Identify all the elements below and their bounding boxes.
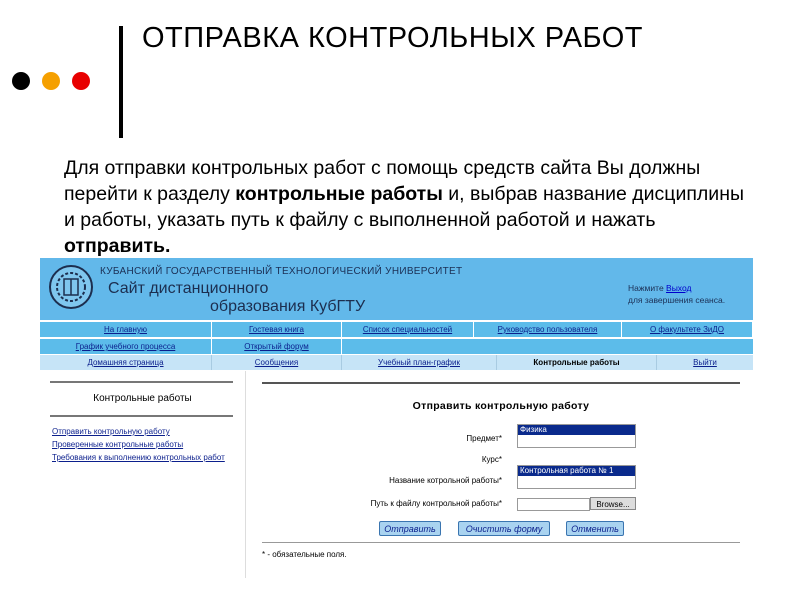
subject-select[interactable] [517,424,636,448]
site-name-line2: образования КубГТУ [210,298,366,315]
nav-faculty[interactable]: О факультете ЗиДО [622,322,753,337]
sidebar-link-checked[interactable]: Проверенные контрольные работы [52,440,184,449]
dot-red [72,72,90,90]
body-bold-2: отправить. [64,235,171,257]
bullet-dots [12,72,90,90]
nav-spacer [342,339,753,354]
main-nav [40,322,753,337]
body-text-1: Для отправки контрольных работ с помощь средств сайта Вы должны перейти к разделу [64,157,701,205]
nav-specialties[interactable]: Список специальностей [342,322,474,337]
subject-selected-option[interactable]: Физика [518,425,635,435]
sidebar-link-requirements[interactable]: Требования к выполнению контрольных работ [52,453,225,462]
site-banner [40,258,753,320]
nav-forum[interactable]: Открытый форум [212,339,342,354]
subject-label: Предмет* [466,434,502,443]
browse-button[interactable]: Browse... [590,497,636,510]
logout-link[interactable]: Выход [666,283,692,293]
sidebar-link-send[interactable]: Отправить контрольную работу [52,427,170,436]
secondary-nav [40,339,753,354]
nav-guestbook[interactable]: Гостевая книга [212,322,342,337]
sidebar [40,371,246,578]
file-label: Путь к файлу контрольной работы* [370,499,502,508]
nav-exit[interactable]: Выйти [693,358,717,367]
title-divider [119,26,123,138]
form-bottom-divider [262,542,740,543]
nav-user-guide[interactable]: Руководство пользователя [474,322,622,337]
form-title: Отправить контрольную работу [412,400,590,412]
website-screenshot [40,258,753,578]
work-selected-option[interactable]: Контрольная работа № 1 [518,466,635,476]
nav-homepage[interactable]: Домашняя страница [40,355,212,370]
university-name: КУБАНСКИЙ ГОСУДАРСТВЕННЫЙ ТЕХНОЛОГИЧЕСКИЙ УНИВЕРСИТЕТ [100,266,463,277]
dot-black [12,72,30,90]
nav-tests-active[interactable]: Контрольные работы [497,355,657,370]
body-text-2: и, выбрав название дисциплины и работы, указать путь к файлу с выполненной работой и нажать [64,183,744,231]
site-name-line1: Сайт дистанционного [108,280,269,297]
sidebar-divider [50,415,233,417]
required-fields-note: * - обязательные поля. [262,550,347,559]
dot-orange [42,72,60,90]
logout-hint: Нажмите Выход для завершения сеанса. [628,283,726,305]
sidebar-title: Контрольные работы [93,393,192,404]
slide-body [64,155,754,259]
university-logo-icon [48,264,94,310]
cancel-button[interactable]: Отменить [566,521,624,536]
body-bold-1: контрольные работы [235,183,443,205]
clear-button[interactable]: Очистить форму [458,521,550,536]
sidebar-divider [50,381,233,383]
user-nav [40,355,753,370]
work-select[interactable] [517,465,636,489]
work-label: Название котрольной работы* [389,476,502,485]
nav-study-plan[interactable]: Учебный план-график [342,355,497,370]
content-divider [262,382,740,384]
nav-home[interactable]: На главную [40,322,212,337]
course-label: Курс* [481,455,502,464]
slide-title: ОТПРАВКА КОНТРОЛЬНЫХ РАБОТ [142,22,644,54]
submit-button[interactable]: Отправить [379,521,441,536]
nav-schedule[interactable]: График учебного процесса [40,339,212,354]
nav-messages[interactable]: Сообщения [212,355,342,370]
file-path-input[interactable] [517,498,590,511]
